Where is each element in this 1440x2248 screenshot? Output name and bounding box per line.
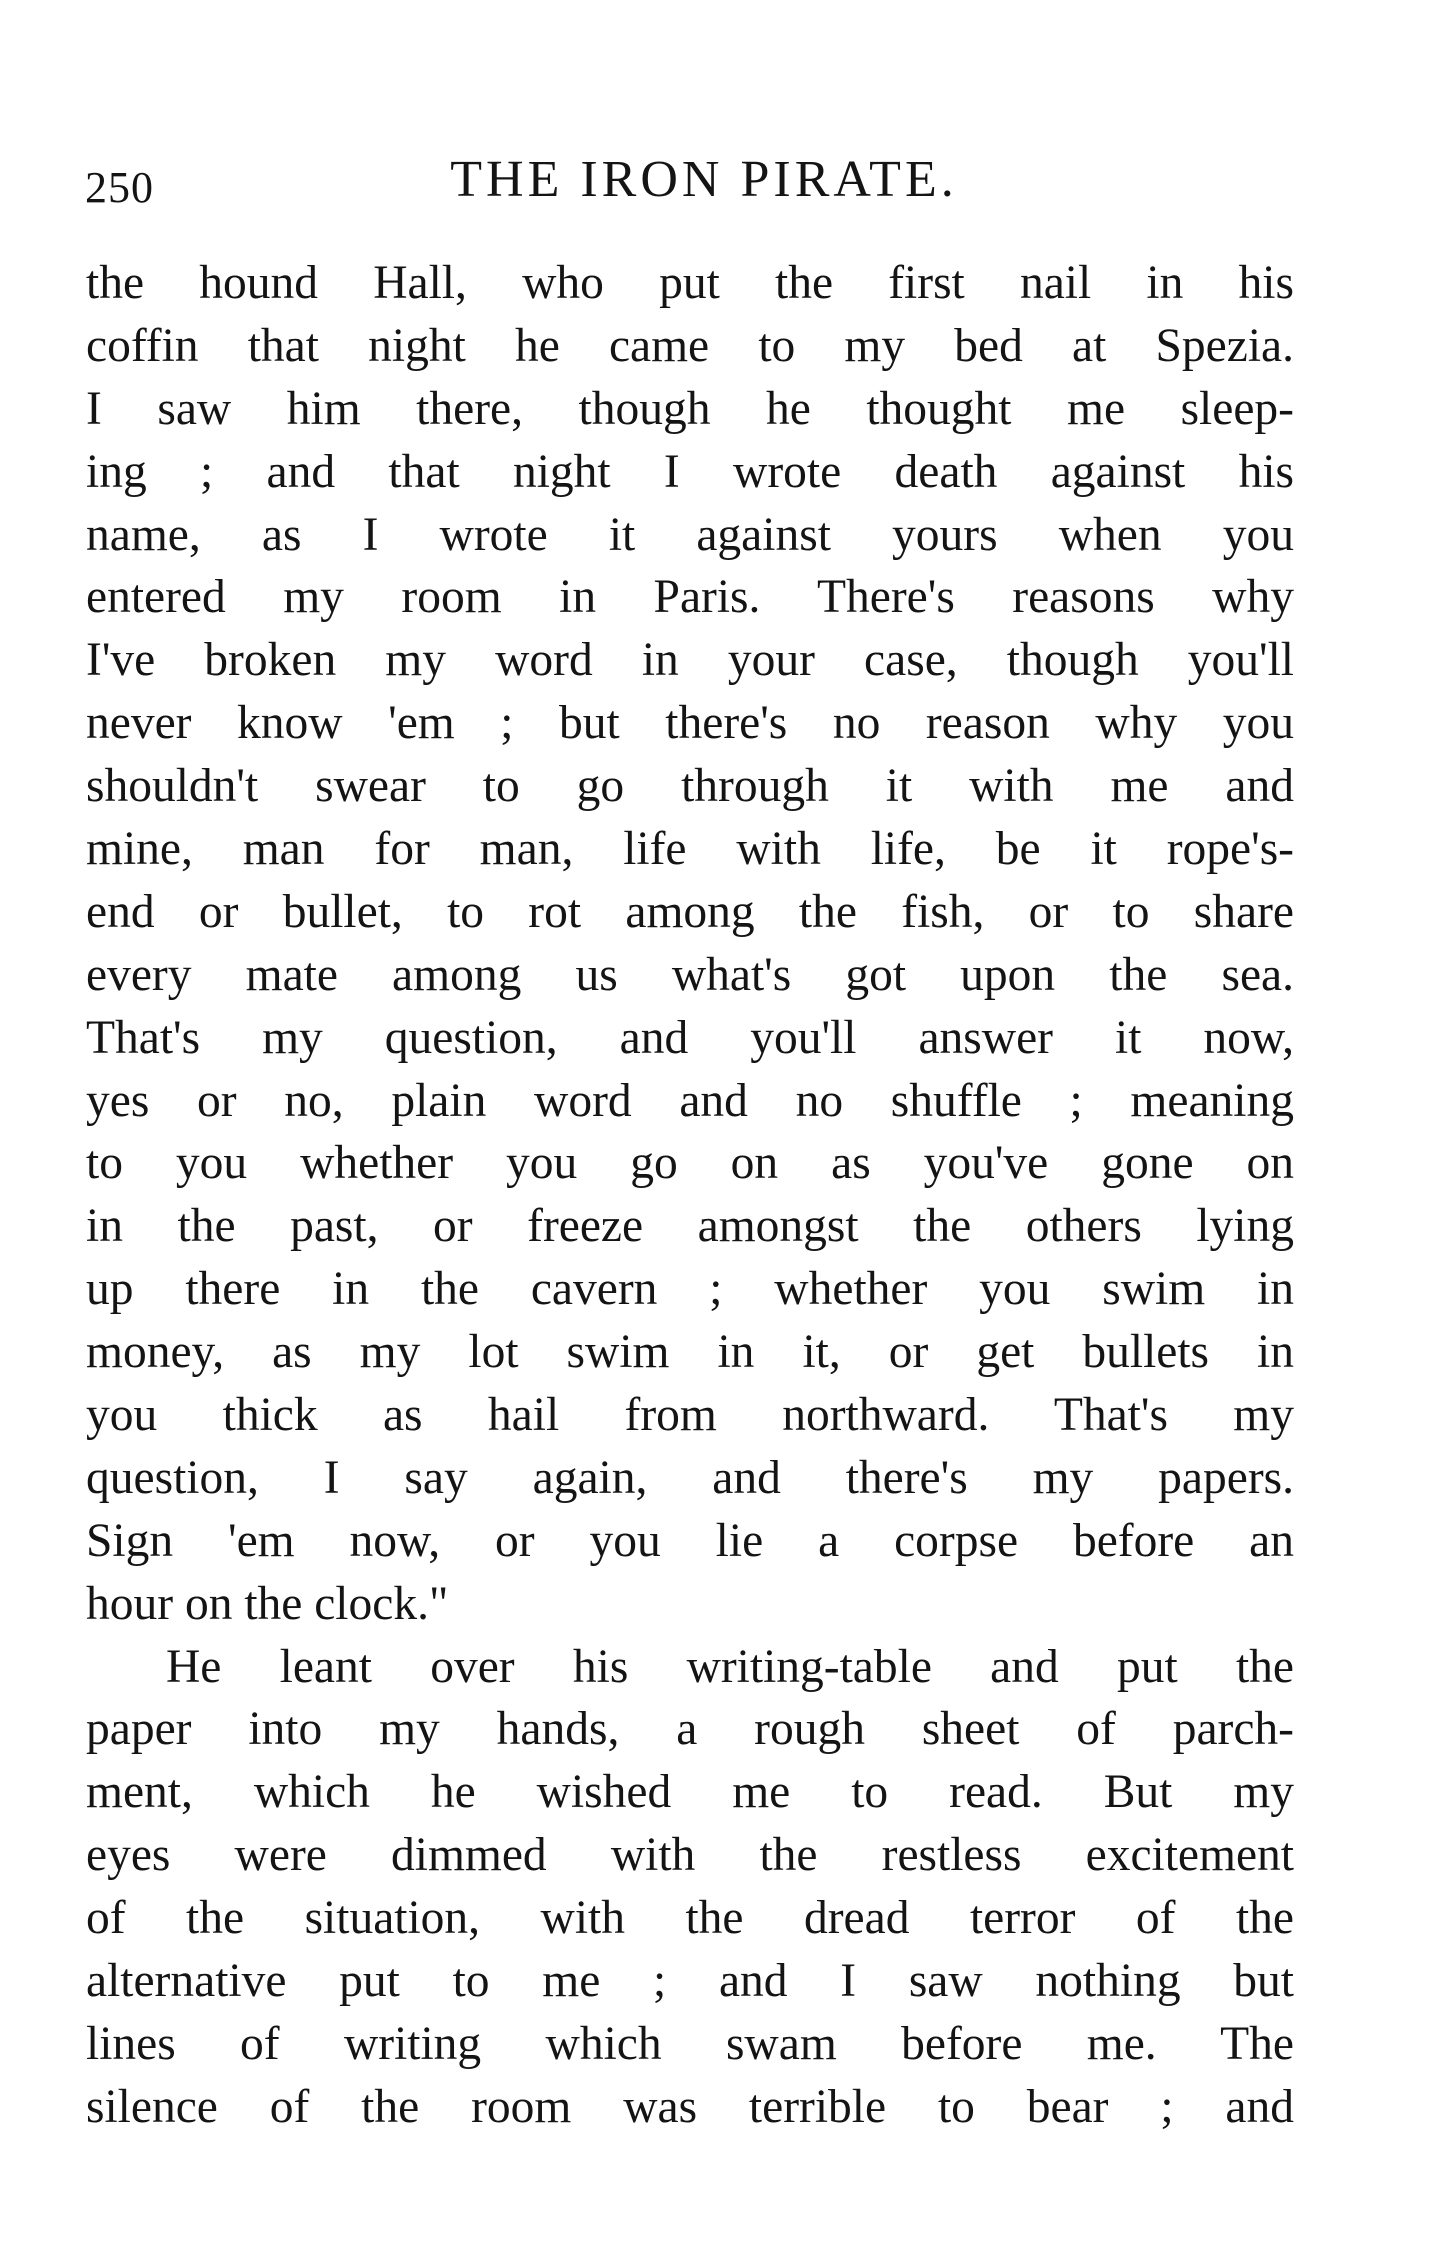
text-line: yes or no, plain word and no shuffle ; meaning [86,1074,1294,1127]
text-line: eyes were dimmed with the restless excitement [86,1829,1294,1882]
paragraph-start-line: He leant over his writing-table and put the [166,1640,1294,1693]
text-line: I've broken my word in your case, though you'll [86,634,1294,687]
body-text [86,252,1294,2139]
page-header [85,150,1293,220]
page-number: 250 [85,163,154,212]
text-line: every mate among us what's got upon the sea. [86,948,1294,1001]
text-line: I saw him there, though he thought me sleep- [86,382,1294,435]
text-line: to you whether you go on as you've gone on [86,1137,1294,1190]
text-line: Sign 'em now, or you lie a corpse before an [86,1514,1294,1567]
text-line: mine, man for man, life with life, be it rope's- [86,823,1294,876]
running-title: THE IRON PIRATE. [450,151,958,208]
text-line: lines of writing which swam before me. The [86,2017,1294,2070]
text-line: ing ; and that night I wrote death against his [86,445,1294,498]
text-line: silence of the room was terrible to bear ; and [86,2080,1294,2133]
text-line: coffin that night he came to my bed at Spezia. [86,319,1294,372]
text-line: up there in the cavern ; whether you swim in [86,1263,1294,1316]
text-line: ment, which he wished me to read. But my [86,1766,1294,1819]
text-line: hour on the clock." [86,1577,449,1630]
text-line: name, as I wrote it against yours when you [86,508,1294,561]
text-line: you thick as hail from northward. That's my [86,1389,1294,1442]
text-line: That's my question, and you'll answer it now, [86,1011,1294,1064]
text-line: of the situation, with the dread terror of the [86,1892,1294,1945]
text-line: shouldn't swear to go through it with me and [86,760,1294,813]
text-line: money, as my lot swim in it, or get bullets in [86,1326,1294,1379]
text-line: question, I say again, and there's my papers. [86,1451,1294,1504]
text-line: alternative put to me ; and I saw nothing but [86,1955,1294,2008]
text-line: the hound Hall, who put the first nail in his [86,257,1294,309]
text-line: never know 'em ; but there's no reason why you [86,697,1294,750]
text-line: in the past, or freeze amongst the others lying [86,1200,1294,1253]
text-line: paper into my hands, a rough sheet of parch- [86,1703,1294,1756]
text-line: entered my room in Paris. There's reasons why [86,571,1294,624]
text-line: end or bullet, to rot among the fish, or to share [86,885,1294,938]
